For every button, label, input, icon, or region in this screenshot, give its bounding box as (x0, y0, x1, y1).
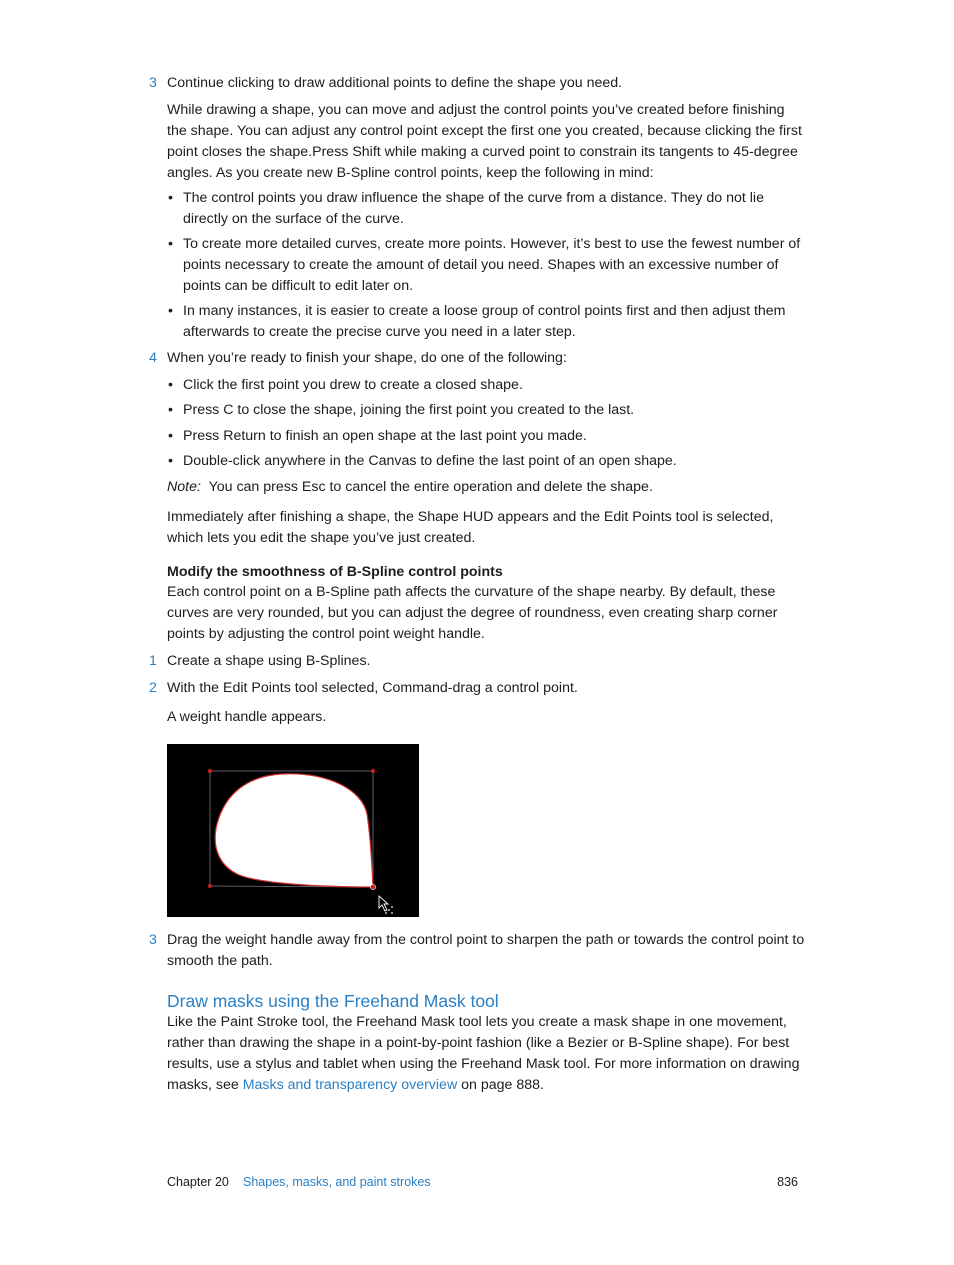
bullet-icon: • (168, 377, 173, 393)
control-point[interactable] (208, 769, 212, 773)
step-text: Create a shape using B-Splines. (167, 653, 371, 669)
step-text: When you’re ready to finish your shape, do one of the following: (167, 350, 567, 366)
paragraph: Each control point on a B-Spline path affects the curvature of the shape nearby. By default, these curves are very rounded, but you can adjust the degree of roundness, even creating sharp corner points by adjusting the control point weight handle. (167, 584, 778, 642)
bullet-icon: • (168, 453, 173, 469)
step-number: 3 (149, 932, 157, 948)
control-point[interactable] (208, 884, 212, 888)
control-point-selected[interactable] (370, 884, 375, 889)
step-result: A weight handle appears. (167, 709, 327, 725)
shape-fill (215, 774, 373, 887)
step-number: 2 (149, 680, 157, 696)
list-item: Press C to close the shape, joining the first point you created to the last. (183, 402, 635, 418)
step-number: 1 (149, 653, 157, 669)
step-text: Drag the weight handle away from the control point to sharpen the path or towards the control point to smooth the path. (167, 932, 805, 969)
paragraph (167, 1012, 807, 1096)
list-item: The control points you draw influence the shape of the curve from a distance. They do not lie directly on the surface of the curve. (183, 190, 764, 227)
step-number: 4 (149, 350, 157, 366)
list-item: In many instances, it is easier to create a loose group of control points first and then adjust them afterwards to create the precise curve you need in a later step. (183, 303, 786, 340)
paragraph: Immediately after finishing a shape, the Shape HUD appears and the Edit Points tool is selected, which lets you edit the shape you’ve just created. (167, 509, 774, 546)
note-text: You can press Esc to cancel the entire operation and delete the shape. (208, 479, 653, 495)
paragraph: While drawing a shape, you can move and adjust the control points you’ve created before finishing the shape. You can adjust any control point except the first one you created, because clicking the first point closes the shape.Press Shift while making a curved point to constrain its tangents to 45-degree angles. As you create new B-Spline control points, keep the following in mind: (167, 102, 802, 181)
bullet-icon: • (168, 303, 173, 319)
list-item: Press Return to finish an open shape at the last point you made. (183, 428, 587, 444)
weight-handle-figure (167, 744, 419, 917)
weight-drag-cursor-icon (379, 896, 393, 914)
control-point[interactable] (371, 769, 375, 773)
list-item: Click the first point you drew to create a closed shape. (183, 377, 523, 393)
list-item: To create more detailed curves, create more points. However, it’s best to use the fewest number of points necessary to create the amount of detail you need. Shapes with an excessive number of points can be difficult to edit later on. (183, 236, 801, 294)
footer-chapter-link[interactable]: Shapes, masks, and paint strokes (243, 1175, 431, 1189)
list-item: Double-click anywhere in the Canvas to define the last point of an open shape. (183, 453, 677, 469)
bullet-icon: • (168, 402, 173, 418)
footer-chapter: Chapter 20 (167, 1175, 229, 1189)
step-text: With the Edit Points tool selected, Command-drag a control point. (167, 680, 578, 696)
step-number: 3 (149, 75, 157, 91)
paragraph-text: Like the Paint Stroke tool, the Freehand Mask tool lets you create a mask shape in one movement, rather than drawing the shape in a point-by-point fashion (like a Bezier or B-Spline shape). For best results, use a stylus and tablet when using the Freehand Mask tool. For more information on drawing masks, see (167, 1014, 800, 1093)
section-title: Draw masks using the Freehand Mask tool (167, 991, 499, 1011)
note-label: Note: (167, 479, 201, 495)
subheading: Modify the smoothness of B-Spline control points (167, 564, 503, 580)
paragraph-tail: on page 888. (461, 1077, 544, 1093)
bullet-icon: • (168, 428, 173, 444)
masks-overview-link[interactable]: Masks and transparency overview (242, 1077, 458, 1093)
note (167, 477, 807, 498)
bullet-icon: • (168, 190, 173, 206)
page-number: 836 (777, 1175, 798, 1189)
step-text: Continue clicking to draw additional points to define the shape you need. (167, 75, 623, 91)
bullet-icon: • (168, 236, 173, 252)
bspline-shape-illustration (167, 744, 419, 917)
